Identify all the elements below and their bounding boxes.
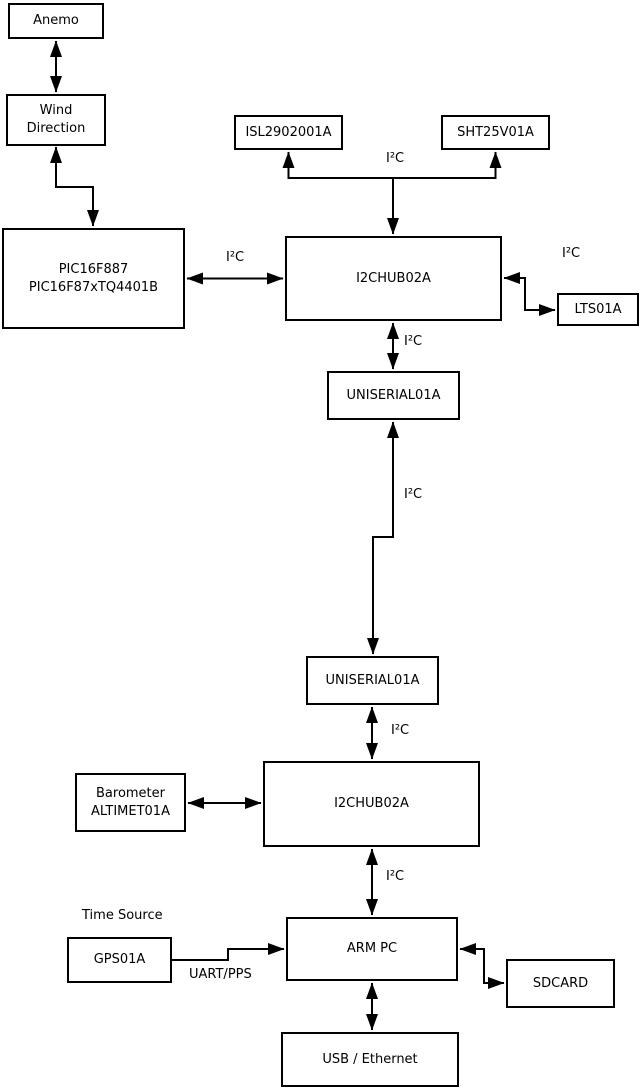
node-isl2902001a-label: ISL2902001A bbox=[245, 124, 332, 140]
node-usb-ethernet-label: USB / Ethernet bbox=[322, 1051, 418, 1067]
node-i2chub-top-label: I2CHUB02A bbox=[356, 270, 431, 286]
edge-uniserial-top-uniserial-bottom bbox=[373, 422, 393, 654]
label-i2c-sensor-bus: I²C bbox=[386, 151, 405, 166]
label-time-source: Time Source bbox=[82, 908, 163, 923]
node-anemo bbox=[8, 3, 104, 39]
node-arm-pc-label: ARM PC bbox=[346, 941, 398, 956]
node-gps01a bbox=[67, 937, 172, 983]
node-lts01a bbox=[557, 293, 639, 326]
label-i2c-pic-hub: I²C bbox=[226, 250, 245, 265]
node-wind-direction bbox=[6, 94, 106, 146]
node-usb-ethernet bbox=[281, 1032, 459, 1087]
node-barometer-line1: Barometer bbox=[96, 785, 165, 801]
node-arm-pc bbox=[286, 917, 458, 981]
node-uniserial-bottom bbox=[306, 656, 439, 705]
node-sdcard bbox=[506, 959, 615, 1008]
node-uniserial-bottom-label: UNISERIAL01A bbox=[325, 672, 420, 688]
node-lts01a-label: LTS01A bbox=[574, 301, 622, 317]
node-i2chub-bottom bbox=[263, 761, 480, 847]
node-isl2902001a bbox=[234, 115, 343, 150]
node-pic bbox=[2, 228, 185, 329]
node-pic-line1: PIC16F887 bbox=[58, 261, 129, 277]
label-i2c-hub-lts: I²C bbox=[562, 246, 581, 261]
node-gps01a-label: GPS01A bbox=[93, 952, 146, 967]
label-i2c-uniserial-hub: I²C bbox=[391, 723, 410, 738]
node-wind-direction-line2: Direction bbox=[26, 121, 86, 136]
edge-armpc-sdcard bbox=[460, 949, 504, 983]
node-i2chub-bottom-label: I2CHUB02A bbox=[334, 796, 409, 811]
node-wind-direction-line1: Wind bbox=[39, 103, 73, 118]
label-i2c-hub-uniserial: I²C bbox=[404, 334, 423, 349]
node-barometer-line2: ALTIMET01A bbox=[91, 803, 170, 819]
node-anemo-label: Anemo bbox=[33, 13, 79, 28]
edge-winddirection-pic bbox=[56, 147, 93, 226]
node-sht25v01a-label: SHT25V01A bbox=[457, 124, 534, 140]
node-sht25v01a bbox=[441, 115, 550, 150]
node-uniserial-top bbox=[327, 371, 460, 420]
node-barometer bbox=[75, 773, 186, 832]
label-i2c-uniserial-link: I²C bbox=[404, 487, 423, 502]
edge-i2chub-top-lts bbox=[504, 278, 555, 310]
node-pic-line2: PIC16F87xTQ4401B bbox=[28, 279, 159, 295]
node-i2chub-top bbox=[285, 236, 502, 321]
label-i2c-hub-armpc: I²C bbox=[386, 869, 405, 884]
label-uart-pps: UART/PPS bbox=[189, 967, 252, 982]
edge-gps-armpc bbox=[172, 949, 284, 960]
node-uniserial-top-label: UNISERIAL01A bbox=[346, 387, 441, 403]
node-sdcard-label: SDCARD bbox=[532, 975, 589, 991]
